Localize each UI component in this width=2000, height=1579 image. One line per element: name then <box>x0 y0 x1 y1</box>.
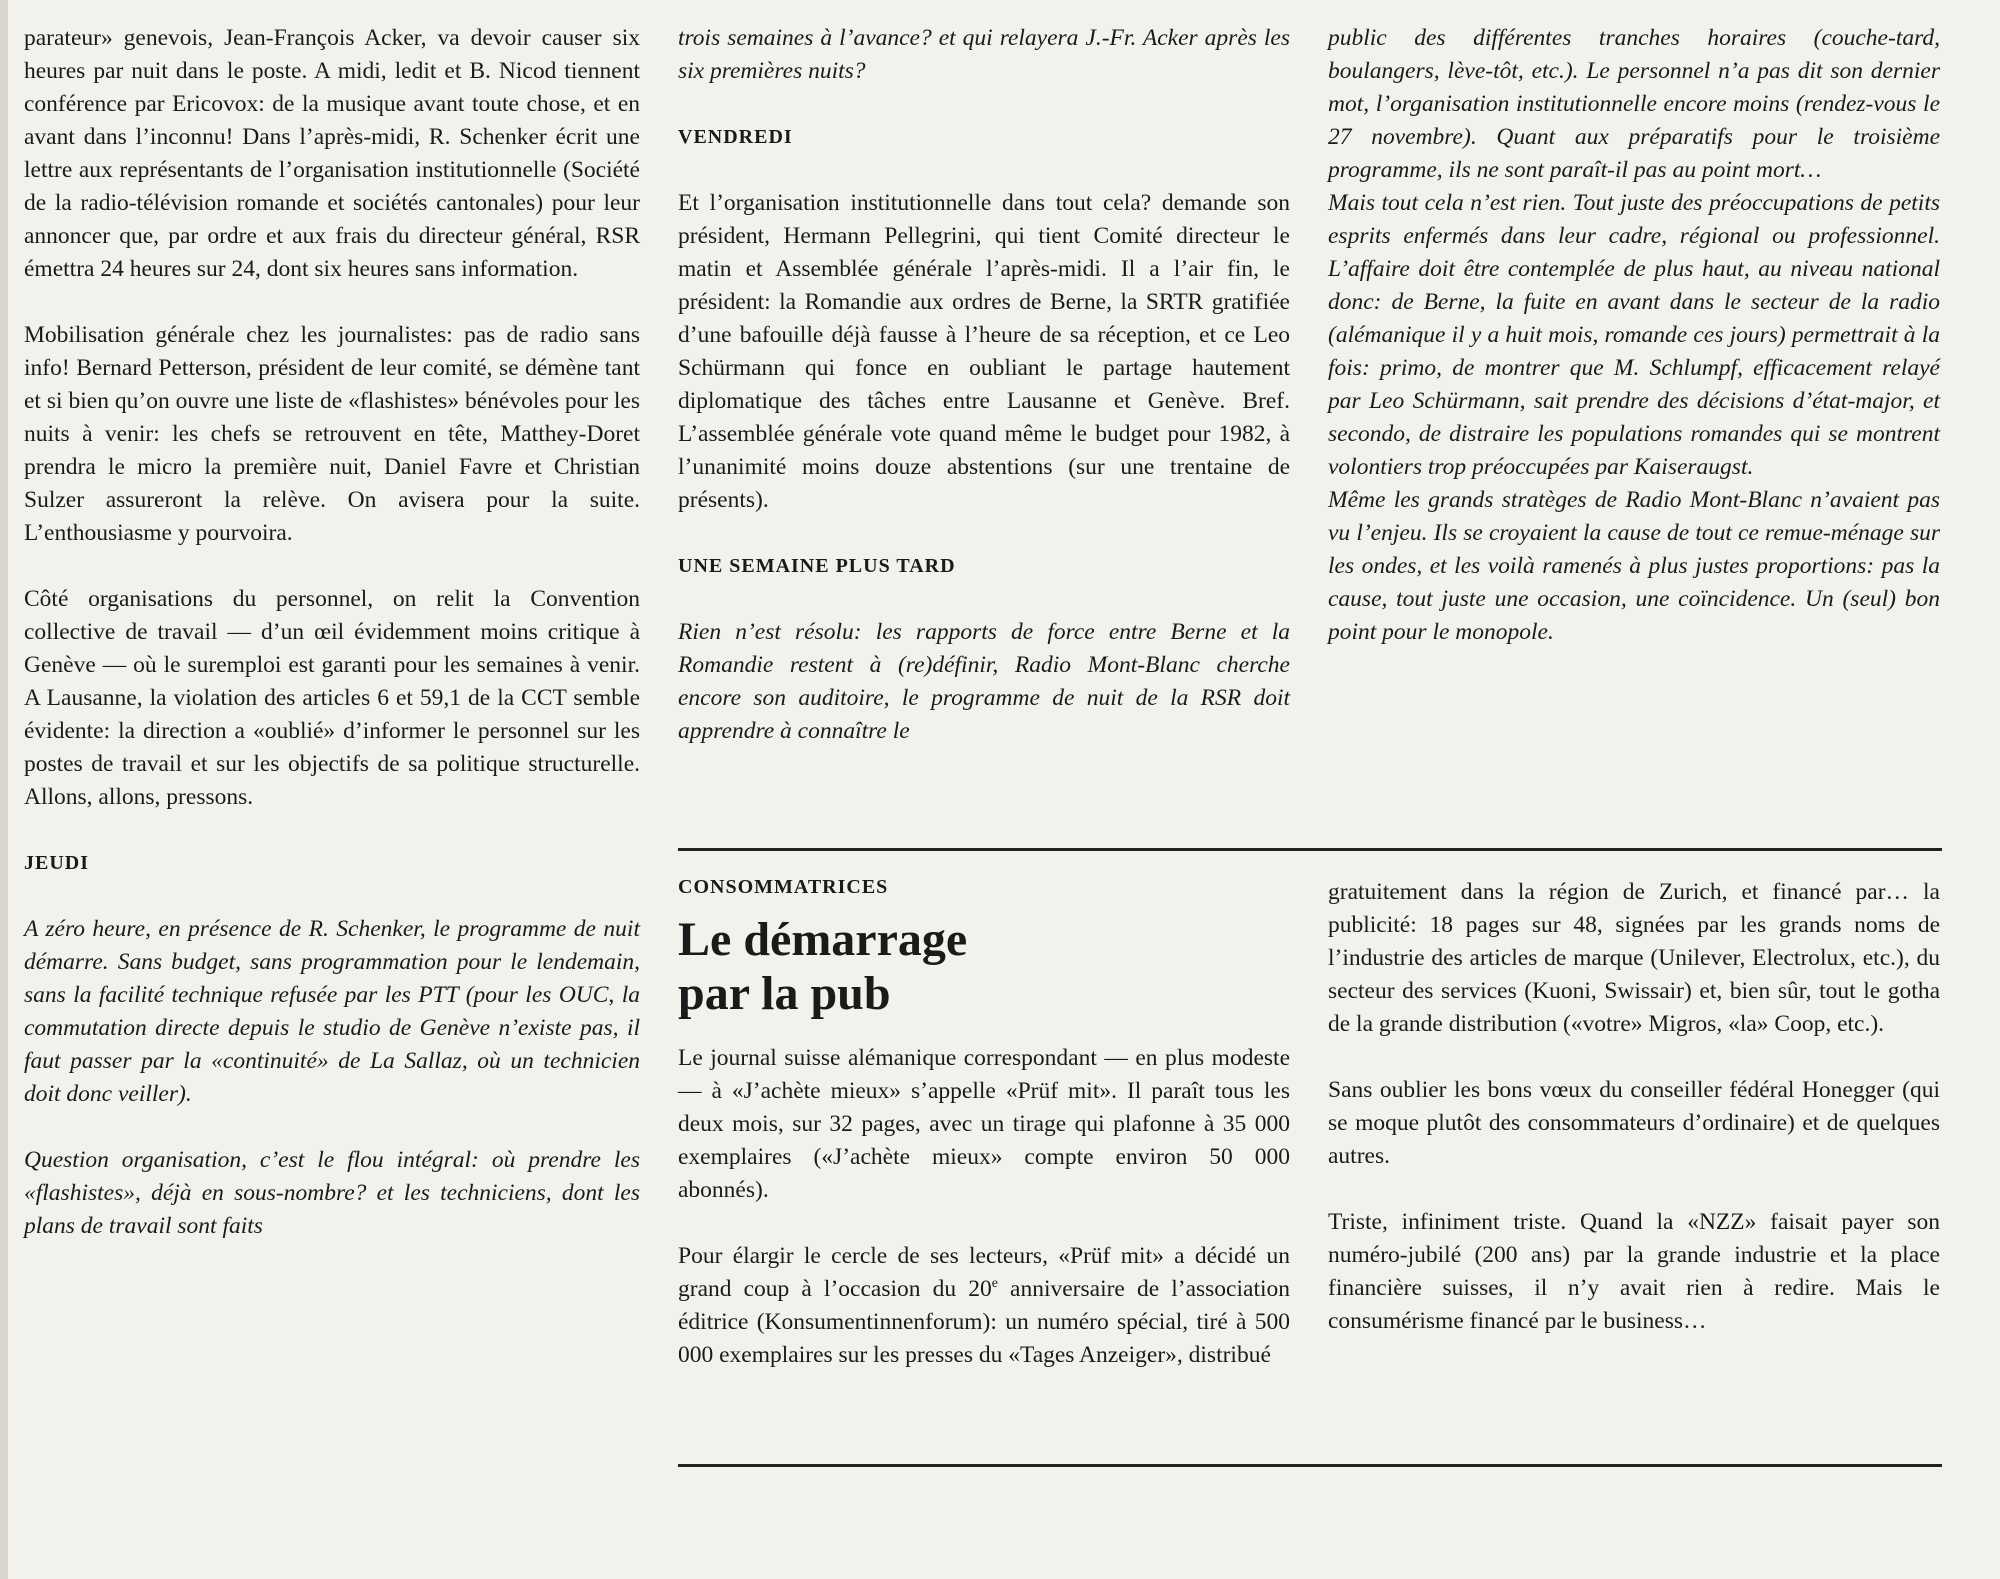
paragraph: trois semaines à l’avance? et qui relayera J.-Fr. Acker après les six premières nuits? <box>678 25 1290 84</box>
title-line: Le démarrage <box>678 913 968 966</box>
paragraph: gratuitement dans la région de Zurich, et financé par… la publicité: 18 pages sur 48, signées par les grands noms de l’industrie des articles de marque (Unilever, Electrolux, etc.), du secteur des services (Kuoni, Swissair) et, bien sûr, tout le gotha de la grande distribution («votre» Migros, «la» Coop, etc.). <box>1328 879 1940 1037</box>
column-1 <box>24 22 640 1243</box>
paragraph: A zéro heure, en présence de R. Schenker, le programme de nuit démarre. Sans budget, sans programmation pour le lendemain, sans la facilité technique refusée par les PTT (pour les OUC, la commutation directe depuis le studio de Genève n’existe pas, il faut passer par la «continuité» de La Sallaz, où un technicien doit donc veiller). <box>24 916 640 1107</box>
text-run: Pour élargir le cercle de ses lecteurs, «Prüf mit» a décidé un grand coup à l’occasion du 20 <box>678 1243 1290 1302</box>
section-heading-jeudi: JEUDI <box>24 852 90 874</box>
paragraph: Mobilisation générale chez les journalistes: pas de radio sans info! Bernard Petterson, président de leur comité, se démène tant et si bien qu’on ouvre une liste de «flashistes» bénévoles pour les nuits à venir: les chefs se retrouvent en tête, Matthey-Doret prendra le micro la première nuit, Daniel Favre et Christian Sulzer assureront la relève. On avisera pour la suite. L’enthousiasme y pourvoira. <box>24 322 640 546</box>
paragraph <box>678 1240 1290 1372</box>
paragraph: Sans oublier les bons vœux du conseiller fédéral Honegger (qui se moque plutôt des consommateurs d’ordinaire) et de quelques autres. <box>1328 1077 1940 1169</box>
paragraph: Même les grands stratèges de Radio Mont-Blanc n’avaient pas vu l’enjeu. Ils se croyaient la cause de tout ce remue-ménage sur les ondes, et les voilà ramenés à plus justes proportions: pas la cause, tout juste une occasion, une coïncidence. Un (seul) bon point pour le monopole. <box>1328 487 1940 645</box>
paragraph: Côté organisations du personnel, on relit la Convention collective de travail — d’un œil évidemment moins critique à Genève — où le suremploi est garanti pour les semaines à venir. A Lausanne, la violation des articles 6 et 59,1 de la CCT semble évidente: la direction a «oublié» d’informer le personnel sur les postes de travail et sur les objectifs de sa politique structurelle. Allons, allons, pressons. <box>24 586 640 810</box>
article-kicker: CONSOMMATRICES <box>678 876 889 898</box>
paragraph: parateur» genevois, Jean-François Acker, va devoir causer six heures par nuit dans le poste. A midi, ledit et B. Nicod tiennent conférence par Ericovox: de la musique avant toute chose, et en avant dans l’inconnu! Dans l’après-midi, R. Schenker écrit une lettre aux représentants de l’organisation institutionnelle (Société de la radio-télévision romande et sociétés cantonales) pour leur annoncer que, par ordre et aux frais du directeur général, RSR émettra 24 heures sur 24, dont six heures sans information. <box>24 25 640 282</box>
paragraph: Rien n’est résolu: les rapports de force entre Berne et la Romandie restent à (re)définir, Radio Mont-Blanc cherche encore son auditoire, le programme de nuit de la RSR doit apprendre à connaître le <box>678 619 1290 744</box>
column-3 <box>1328 22 1940 649</box>
title-line: par la pub <box>678 967 891 1020</box>
section-heading-vendredi: VENDREDI <box>678 126 793 148</box>
paragraph: Le journal suisse alémanique correspondant — en plus modeste — à «J’achète mieux» s’appelle «Prüf mit». Il paraît tous les deux mois, sur 32 pages, avec un tirage qui plafonne à 35 000 exemplaires («J’achète mieux» compte environ 50 000 abonnés). <box>678 1045 1290 1203</box>
section-heading-une-semaine-plus-tard: UNE SEMAINE PLUS TARD <box>678 555 956 577</box>
paragraph: public des différentes tranches horaires (couche-tard, boulangers, lève-tôt, etc.). Le personnel n’a pas dit son dernier mot, l’organisation institutionnelle encore moins (rendez-vous le 27 novembre). Quant aux préparatifs pour le troisième programme, ils ne sont paraît-il pas au point mort… <box>1328 25 1940 183</box>
superscript: e <box>991 1276 998 1292</box>
article2-column-2 <box>1328 876 1940 1338</box>
paragraph: Triste, infiniment triste. Quand la «NZZ» faisait payer son numéro-jubilé (200 ans) par la grande industrie et la place financière suisses, il n’y avait rien à redire. Mais le consumérisme financé par le business… <box>1328 1209 1940 1334</box>
article-divider-bottom <box>678 1464 1942 1467</box>
article-divider-top <box>678 848 1942 851</box>
column-2 <box>678 22 1290 748</box>
article2-column-1 <box>678 1042 1290 1372</box>
page-binding-edge <box>0 0 8 1579</box>
paragraph: Et l’organisation institutionnelle dans tout cela? demande son président, Hermann Pellegrini, qui tient Comité directeur le matin et Assemblée générale l’après-midi. Il a l’air fin, le président: la Romandie aux ordres de Berne, la SRTR gratifiée d’une bafouille déjà fausse à l’heure de sa réception, et ce Leo Schürmann qui fonce en oubliant le partage hautement diplomatique des tâches entre Lausanne et Genève. Bref. L’assemblée générale vote quand même le budget pour 1982, à l’unanimité moins douze abstentions (sur une trentaine de présents). <box>678 190 1290 513</box>
article-title <box>678 913 1298 1021</box>
text-run: anniversaire de l’association éditrice (Konsumentinnenforum): un numéro spécial, tiré à 500 000 exemplaires sur les presses du «Tages Anzeiger», distribué <box>678 1276 1291 1368</box>
paragraph: Question organisation, c’est le flou intégral: où prendre les «flashistes», déjà en sous-nombre? et les techniciens, dont les plans de travail sont faits <box>24 1147 640 1239</box>
paragraph: Mais tout cela n’est rien. Tout juste des préoccupations de petits esprits enfermés dans leur cadre, régional ou professionnel. L’affaire doit être contemplée de plus haut, au niveau national donc: de Berne, la fuite en avant dans le secteur de la radio (alémanique il y a huit mois, romande ces jours) permettrait à la fois: primo, de montrer que M. Schlumpf, efficacement relayé par Leo Schürmann, sait prendre des décisions d’état-major, et secondo, de distraire les populations romandes qui se montrent volontiers trop préoccupées par Kaiseraugst. <box>1328 190 1940 480</box>
